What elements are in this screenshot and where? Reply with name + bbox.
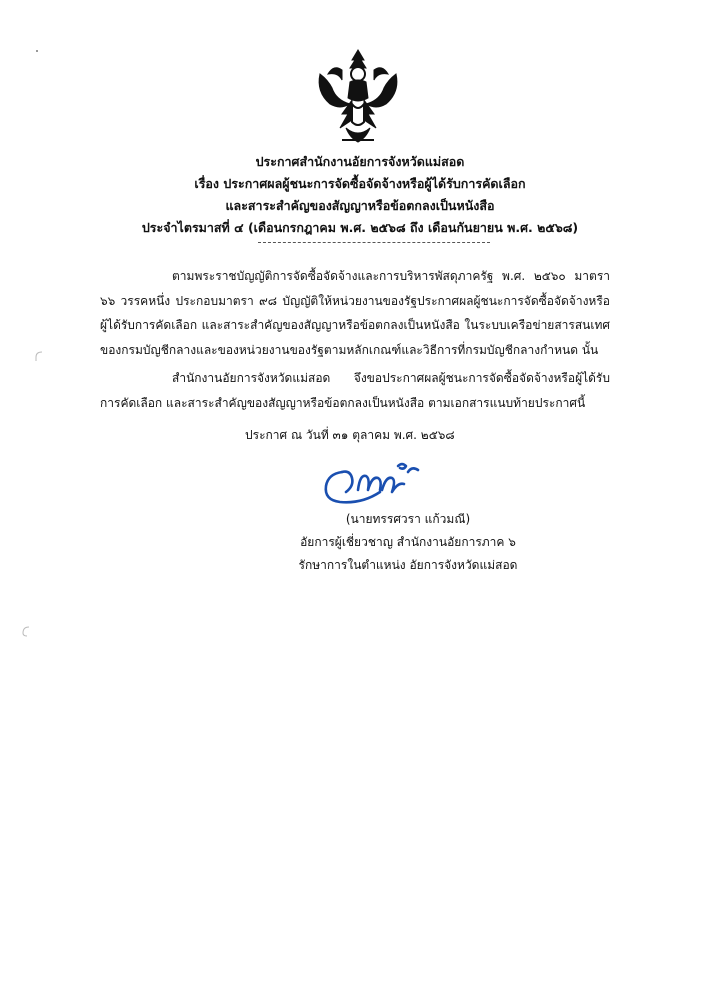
announcement-office: ประกาศสำนักงานอัยการจังหวัดแม่สอด — [255, 154, 465, 169]
body-paragraph-2: สำนักงานอัยการจังหวัดแม่สอด จึงขอประกาศผลผู้ชนะการจัดซื้อจัดจ้างหรือผู้ได้รับการคัดเลือก และสาระสำคัญของสัญญาหรือข้อตกลงเป็นหนังสือ ตามเอกสารแนบท้ายประกาศนี้ — [100, 371, 610, 410]
announcement-date: ประกาศ ณ วันที่ ๓๑ ตุลาคม พ.ศ. ๒๕๖๘ — [245, 428, 455, 442]
garuda-emblem-icon — [312, 44, 404, 148]
handwritten-signature — [320, 458, 425, 508]
header-divider — [258, 242, 490, 243]
binder-hole-mark — [34, 350, 44, 362]
body-paragraph-1: ตามพระราชบัญญัติการจัดซื้อจัดจ้างและการบริหารพัสดุภาครัฐ พ.ศ. ๒๕๖๐ มาตรา ๖๖ วรรคหนึ่ง ประกอบมาตรา ๙๘ บัญญัติให้หน่วยงานของรัฐประกาศผลผู้ชนะการจัดซื้อจัดจ้างหรือผู้ได้รับการคัดเลือก และสาระสำคัญของสัญญาหรือข้อตกลงเป็นหนังสือ ในระบบเครือข่ายสารสนเทศของกรมบัญชีกลางและของหน่วยงานของรัฐตามหลักเกณฑ์และวิธีการที่กรมบัญชีกลางกำหนด นั้น — [100, 269, 610, 357]
binder-hole-mark — [20, 624, 32, 638]
signatory-name: (นายทรรศวรา แก้วมณี) — [345, 512, 471, 526]
announcement-period: ประจำไตรมาสที่ ๔ (เดือนกรกฎาคม พ.ศ. ๒๕๖๘ ถึง เดือนกันยายน พ.ศ. ๒๕๖๘) — [141, 220, 579, 235]
scan-speck — [36, 50, 38, 52]
announcement-subject: เรื่อง ประกาศผลผู้ชนะการจัดซื้อจัดจ้างหรือผู้ได้รับการคัดเลือก — [194, 176, 526, 191]
announcement-subject-continued: และสาระสำคัญของสัญญาหรือข้อตกลงเป็นหนังสือ — [225, 198, 495, 213]
signatory-position: อัยการผู้เชี่ยวชาญ สำนักงานอัยการภาค ๖ — [300, 535, 516, 549]
signatory-acting-position: รักษาการในตำแหน่ง อัยการจังหวัดแม่สอด — [298, 558, 518, 572]
